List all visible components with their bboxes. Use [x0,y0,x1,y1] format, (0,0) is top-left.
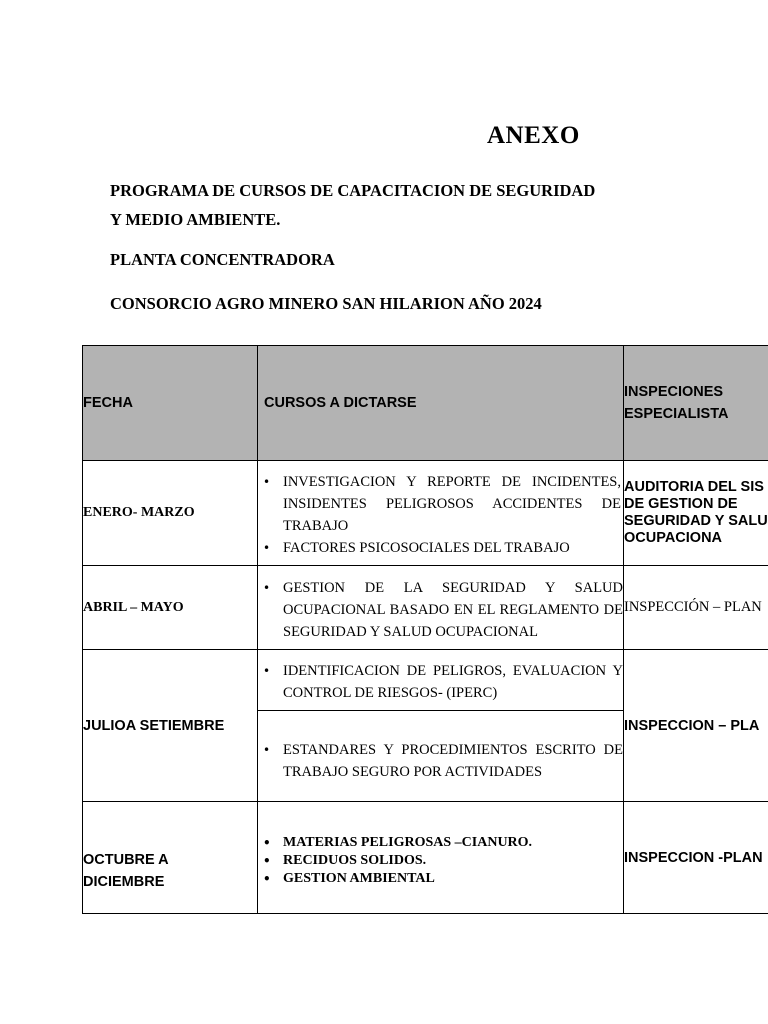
header-cursos: CURSOS A DICTARSE [258,346,624,461]
cursos-cell [258,461,624,566]
table-row [83,461,768,566]
list-item: • IDENTIFICACION DE PELIGROS, EVALUACION Y CONTROL DE RIESGOS- (IPERC) [283,660,623,704]
cursos-cell [258,802,624,914]
header-fecha: FECHA [83,346,258,461]
document-title: ANEXO [487,122,580,149]
training-schedule-table [82,345,768,914]
table-row [83,802,768,914]
inspection-line: SEGURIDAD Y SALU [624,513,768,529]
inspection-cell: INSPECCION – PLA [624,650,768,802]
course-list [258,834,623,888]
inspection-line: AUDITORIA DEL SIS [624,479,764,495]
header-insp-line-2: ESPECIALISTA [624,406,729,422]
fecha-line-1: OCTUBRE A [83,851,169,868]
plant-heading: PLANTA CONCENTRADORA [110,250,335,269]
course-list [258,577,623,643]
fecha-cell: JULIOA SETIEMBRE [83,650,258,802]
list-item: • MATERIAS PELIGROSAS –CIANURO. [283,834,623,852]
list-item: • GESTION DE LA SEGURIDAD Y SALUD OCUPACIONAL BASADO EN EL REGLAMENTO DE SEGURIDAD Y SALUD OCUPACIONAL [283,577,623,643]
list-item: • GESTION AMBIENTAL [283,870,623,888]
table-header-row [83,346,768,461]
inspection-line: OCUPACIONA [624,530,723,546]
inspection-cell [624,461,768,566]
cursos-cell [258,650,624,711]
company-heading: CONSORCIO AGRO MINERO SAN HILARION AÑO 2024 [110,294,542,313]
cursos-cell [258,566,624,650]
program-heading-line-2: Y MEDIO AMBIENTE. [110,210,281,229]
fecha-cell [83,802,258,914]
header-inspecciones [624,346,768,461]
header-insp-line-1: INSPECIONES [624,384,724,400]
course-list [258,660,623,704]
fecha-cell: ENERO- MARZO [83,461,258,566]
course-list [258,739,623,783]
inspection-line: DE GESTION DE [624,496,738,512]
table-row [83,650,768,711]
list-item: • ESTANDARES Y PROCEDIMIENTOS ESCRITO DE TRABAJO SEGURO POR ACTIVIDADES [283,739,623,783]
cursos-cell [258,711,624,802]
fecha-cell: ABRIL – MAYO [83,566,258,650]
inspection-cell: INSPECCIÓN – PLAN [624,566,768,650]
fecha-line-2: DICIEMBRE [83,873,165,890]
course-list [258,471,621,559]
list-item: • RECIDUOS SOLIDOS. [283,852,623,870]
inspection-cell: INSPECCION -PLAN [624,802,768,914]
list-item: • INVESTIGACION Y REPORTE DE INCIDENTES, INSIDENTES PELIGROSOS ACCIDENTES DE TRABAJO [283,471,621,537]
program-heading-line-1: PROGRAMA DE CURSOS DE CAPACITACION DE SEGURIDAD [110,181,596,200]
table-row [83,566,768,650]
list-item: • FACTORES PSICOSOCIALES DEL TRABAJO [283,537,621,559]
